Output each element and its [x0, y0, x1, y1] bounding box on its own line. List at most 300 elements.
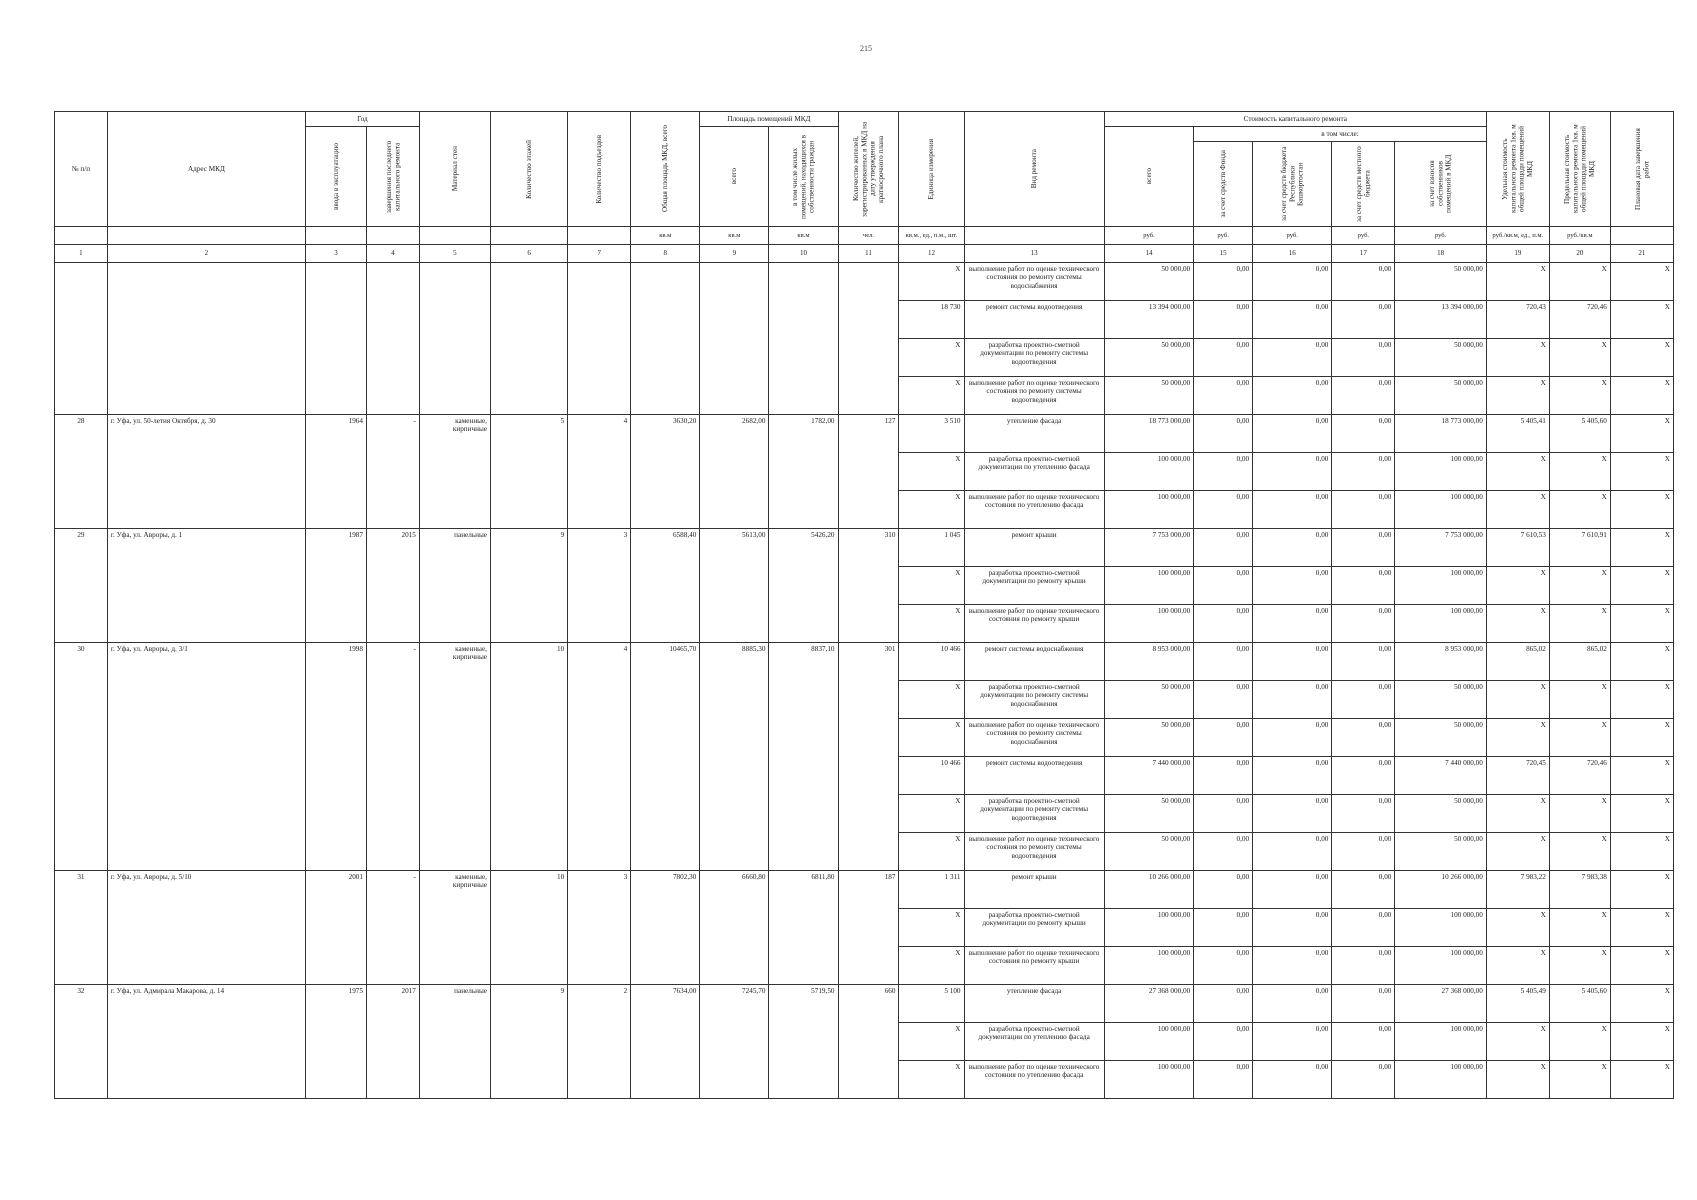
limit-cost: X [1549, 263, 1610, 301]
cost-fund: 0,00 [1194, 339, 1253, 377]
header-rb: за счет средств бюджета Республики Башкортостан [1253, 142, 1332, 227]
specific-cost: X [1486, 681, 1549, 719]
cost-owners: 50 000,00 [1395, 263, 1486, 301]
repair-plan-table-container [54, 111, 1674, 1099]
column-number-cell: 4 [366, 245, 419, 263]
cost-local: 0,00 [1332, 605, 1395, 643]
cost-owners: 10 266 000,00 [1395, 871, 1486, 909]
cost-local: 0,00 [1332, 795, 1395, 833]
cost-total: 50 000,00 [1104, 681, 1193, 719]
residential-area: 8837,10 [769, 643, 838, 871]
cost-rb: 0,00 [1253, 833, 1332, 871]
planned-date: X [1610, 491, 1673, 529]
total-area: 3630,20 [631, 415, 700, 529]
unit-value: 10 466 [899, 643, 964, 681]
specific-cost: X [1486, 605, 1549, 643]
unit-value: X [899, 719, 964, 757]
column-number-cell: 19 [1486, 245, 1549, 263]
planned-date: X [1610, 719, 1673, 757]
unit-value: X [899, 681, 964, 719]
continuation-cell [490, 263, 567, 415]
column-number-cell: 12 [899, 245, 964, 263]
cost-local: 0,00 [1332, 377, 1395, 415]
cost-rb: 0,00 [1253, 301, 1332, 339]
column-number-cell: 2 [107, 245, 305, 263]
specific-cost: 5 405,41 [1486, 415, 1549, 453]
header-cost-group: Стоимость капитального ремонта [1104, 112, 1486, 127]
column-number-cell: 7 [568, 245, 631, 263]
unit-cell [490, 227, 567, 245]
header-residents: Количество жителей, зарегистрированных в МКД на дату утверждения краткосрочного плана [838, 112, 899, 227]
total-area: 7634,00 [631, 985, 700, 1099]
work-type: ремонт системы водоотведения [964, 757, 1104, 795]
specific-cost: 720,43 [1486, 301, 1549, 339]
cost-fund: 0,00 [1194, 985, 1253, 1023]
cost-owners: 100 000,00 [1395, 567, 1486, 605]
wall-material: каменные, кирпичные [419, 643, 490, 871]
work-type: разработка проектно-сметной документации по утеплению фасада [964, 453, 1104, 491]
cost-local: 0,00 [1332, 491, 1395, 529]
cost-total: 100 000,00 [1104, 909, 1193, 947]
building-address: г. Уфа, ул. Авроры, д. 1 [107, 529, 305, 643]
limit-cost: X [1549, 1061, 1610, 1099]
cost-owners: 50 000,00 [1395, 377, 1486, 415]
cost-fund: 0,00 [1194, 377, 1253, 415]
header-area-group: Площадь помещений МКД [700, 112, 838, 127]
limit-cost: X [1549, 719, 1610, 757]
unit-value: X [899, 947, 964, 985]
planned-date: X [1610, 643, 1673, 681]
unit-cell: руб. [1253, 227, 1332, 245]
cost-total: 100 000,00 [1104, 1061, 1193, 1099]
cost-local: 0,00 [1332, 415, 1395, 453]
building-address: г. Уфа, ул. Авроры, д. 5/10 [107, 871, 305, 985]
cost-rb: 0,00 [1253, 871, 1332, 909]
specific-cost: 7 983,22 [1486, 871, 1549, 909]
unit-value: X [899, 491, 964, 529]
header-floors: Количество этажей [490, 112, 567, 227]
cost-total: 100 000,00 [1104, 605, 1193, 643]
unit-value: X [899, 909, 964, 947]
cost-fund: 0,00 [1194, 1023, 1253, 1061]
cost-rb: 0,00 [1253, 1023, 1332, 1061]
cost-fund: 0,00 [1194, 719, 1253, 757]
planned-date: X [1610, 605, 1673, 643]
cost-fund: 0,00 [1194, 567, 1253, 605]
header-incl-group: в том числе: [1194, 127, 1487, 142]
year-built: 1975 [306, 985, 367, 1099]
cost-total: 7 753 000,00 [1104, 529, 1193, 567]
limit-cost: X [1549, 377, 1610, 415]
cost-owners: 13 394 000,00 [1395, 301, 1486, 339]
cost-local: 0,00 [1332, 643, 1395, 681]
unit-cell [419, 227, 490, 245]
entrances-count: 3 [568, 871, 631, 985]
unit-cell: руб. [1332, 227, 1395, 245]
year-last-repair: - [366, 415, 419, 529]
cost-total: 50 000,00 [1104, 263, 1193, 301]
page-number: 215 [860, 44, 872, 53]
cost-owners: 18 773 000,00 [1395, 415, 1486, 453]
unit-value: X [899, 377, 964, 415]
cost-total: 100 000,00 [1104, 491, 1193, 529]
column-number-cell: 1 [55, 245, 108, 263]
specific-cost: X [1486, 719, 1549, 757]
year-built: 1987 [306, 529, 367, 643]
cost-owners: 100 000,00 [1395, 491, 1486, 529]
planned-date: X [1610, 263, 1673, 301]
column-number-cell: 3 [306, 245, 367, 263]
specific-cost: 7 610,53 [1486, 529, 1549, 567]
limit-cost: X [1549, 1023, 1610, 1061]
floors-count: 10 [490, 643, 567, 871]
limit-cost: 7 983,38 [1549, 871, 1610, 909]
entrances-count: 4 [568, 643, 631, 871]
limit-cost: X [1549, 681, 1610, 719]
cost-fund: 0,00 [1194, 415, 1253, 453]
year-built: 1964 [306, 415, 367, 529]
planned-date: X [1610, 1061, 1673, 1099]
planned-date: X [1610, 833, 1673, 871]
table-row [55, 529, 1674, 567]
year-last-repair: - [366, 643, 419, 871]
cost-local: 0,00 [1332, 909, 1395, 947]
cost-local: 0,00 [1332, 985, 1395, 1023]
cost-rb: 0,00 [1253, 1061, 1332, 1099]
specific-cost: X [1486, 491, 1549, 529]
specific-cost: X [1486, 339, 1549, 377]
residential-area: 5719,50 [769, 985, 838, 1099]
cost-total: 18 773 000,00 [1104, 415, 1193, 453]
column-number-cell: 11 [838, 245, 899, 263]
continuation-cell [419, 263, 490, 415]
specific-cost: 720,45 [1486, 757, 1549, 795]
floors-count: 9 [490, 985, 567, 1099]
cost-rb: 0,00 [1253, 529, 1332, 567]
cost-fund: 0,00 [1194, 1061, 1253, 1099]
unit-value: 3 510 [899, 415, 964, 453]
unit-value: 1 311 [899, 871, 964, 909]
year-built: 1998 [306, 643, 367, 871]
unit-cell: руб. [1395, 227, 1486, 245]
cost-total: 50 000,00 [1104, 719, 1193, 757]
wall-material: каменные, кирпичные [419, 415, 490, 529]
unit-cell: чел. [838, 227, 899, 245]
row-number: 32 [55, 985, 108, 1099]
total-area: 10465,70 [631, 643, 700, 871]
unit-cell: кв.м [631, 227, 700, 245]
premises-area: 6660,80 [700, 871, 769, 985]
work-type: утепление фасада [964, 415, 1104, 453]
cost-total: 50 000,00 [1104, 795, 1193, 833]
cost-rb: 0,00 [1253, 795, 1332, 833]
unit-cell: руб. [1104, 227, 1193, 245]
row-number: 31 [55, 871, 108, 985]
row-number: 29 [55, 529, 108, 643]
planned-date: X [1610, 909, 1673, 947]
limit-cost: X [1549, 567, 1610, 605]
cost-rb: 0,00 [1253, 377, 1332, 415]
planned-date: X [1610, 377, 1673, 415]
work-type: ремонт крыши [964, 871, 1104, 909]
unit-value: X [899, 339, 964, 377]
header-total-area: Общая площадь МКД, всего [631, 112, 700, 227]
cost-owners: 100 000,00 [1395, 947, 1486, 985]
wall-material: каменные, кирпичные [419, 871, 490, 985]
work-type: выполнение работ по оценке технического состояния по ремонту системы водоотведения [964, 377, 1104, 415]
column-number-cell: 18 [1395, 245, 1486, 263]
specific-cost: X [1486, 263, 1549, 301]
premises-area: 5613,00 [700, 529, 769, 643]
column-number-cell: 6 [490, 245, 567, 263]
specific-cost: X [1486, 833, 1549, 871]
continuation-cell [366, 263, 419, 415]
unit-value: X [899, 833, 964, 871]
specific-cost: X [1486, 1061, 1549, 1099]
column-number-cell: 14 [1104, 245, 1193, 263]
residential-area: 5426,20 [769, 529, 838, 643]
cost-local: 0,00 [1332, 757, 1395, 795]
continuation-cell [568, 263, 631, 415]
unit-cell: руб./кв.м [1549, 227, 1610, 245]
cost-owners: 7 753 000,00 [1395, 529, 1486, 567]
limit-cost: X [1549, 909, 1610, 947]
limit-cost: 865,02 [1549, 643, 1610, 681]
continuation-cell [306, 263, 367, 415]
cost-rb: 0,00 [1253, 339, 1332, 377]
limit-cost: X [1549, 947, 1610, 985]
work-type: выполнение работ по оценке технического состояния по ремонту крыши [964, 947, 1104, 985]
entrances-count: 4 [568, 415, 631, 529]
specific-cost: 5 405,49 [1486, 985, 1549, 1023]
unit-cell [107, 227, 305, 245]
cost-total: 100 000,00 [1104, 453, 1193, 491]
planned-date: X [1610, 415, 1673, 453]
cost-local: 0,00 [1332, 1061, 1395, 1099]
work-type: выполнение работ по оценке технического состояния по ремонту крыши [964, 605, 1104, 643]
work-type: ремонт системы водоотведения [964, 301, 1104, 339]
unit-value: X [899, 1023, 964, 1061]
planned-date: X [1610, 529, 1673, 567]
work-type: разработка проектно-сметной документации по ремонту системы водоотведения [964, 795, 1104, 833]
cost-owners: 27 368 000,00 [1395, 985, 1486, 1023]
limit-cost: X [1549, 453, 1610, 491]
cost-fund: 0,00 [1194, 453, 1253, 491]
premises-area: 8885,30 [700, 643, 769, 871]
unit-value: X [899, 795, 964, 833]
unit-cell: кв.м [700, 227, 769, 245]
cost-owners: 100 000,00 [1395, 453, 1486, 491]
cost-fund: 0,00 [1194, 871, 1253, 909]
entrances-count: 3 [568, 529, 631, 643]
cost-total: 50 000,00 [1104, 833, 1193, 871]
header-fund: за счет средств Фонда [1194, 142, 1253, 227]
cost-owners: 50 000,00 [1395, 681, 1486, 719]
residents-count: 187 [838, 871, 899, 985]
planned-date: X [1610, 947, 1673, 985]
cost-fund: 0,00 [1194, 529, 1253, 567]
cost-local: 0,00 [1332, 453, 1395, 491]
year-last-repair: 2017 [366, 985, 419, 1099]
building-address: г. Уфа, ул. Адмирала Макарова, д. 14 [107, 985, 305, 1099]
cost-total: 27 368 000,00 [1104, 985, 1193, 1023]
specific-cost: X [1486, 453, 1549, 491]
cost-fund: 0,00 [1194, 263, 1253, 301]
limit-cost: X [1549, 605, 1610, 643]
unit-cell [1610, 227, 1673, 245]
cost-fund: 0,00 [1194, 947, 1253, 985]
cost-fund: 0,00 [1194, 301, 1253, 339]
specific-cost: X [1486, 947, 1549, 985]
cost-owners: 7 440 000,00 [1395, 757, 1486, 795]
floors-count: 9 [490, 529, 567, 643]
planned-date: X [1610, 681, 1673, 719]
header-address: Адрес МКД [107, 112, 305, 227]
limit-cost: 720,46 [1549, 301, 1610, 339]
header-area-res: в том числе жилых помещений, находящихся в собственности граждан [769, 127, 838, 227]
wall-material: панельные [419, 985, 490, 1099]
residential-area: 1782,00 [769, 415, 838, 529]
cost-fund: 0,00 [1194, 795, 1253, 833]
cost-total: 100 000,00 [1104, 1023, 1193, 1061]
cost-rb: 0,00 [1253, 263, 1332, 301]
specific-cost: 865,02 [1486, 643, 1549, 681]
work-type: разработка проектно-сметной документации по ремонту системы водоотведения [964, 339, 1104, 377]
cost-local: 0,00 [1332, 529, 1395, 567]
cost-rb: 0,00 [1253, 909, 1332, 947]
unit-value: X [899, 605, 964, 643]
cost-local: 0,00 [1332, 833, 1395, 871]
continuation-cell [700, 263, 769, 415]
column-numbers-row [55, 245, 1674, 263]
cost-local: 0,00 [1332, 947, 1395, 985]
year-built: 2001 [306, 871, 367, 985]
cost-rb: 0,00 [1253, 491, 1332, 529]
cost-local: 0,00 [1332, 263, 1395, 301]
cost-local: 0,00 [1332, 871, 1395, 909]
cost-total: 50 000,00 [1104, 377, 1193, 415]
work-type: разработка проектно-сметной документации по ремонту крыши [964, 909, 1104, 947]
repair-plan-table [54, 111, 1674, 1099]
work-type: разработка проектно-сметной документации по ремонту крыши [964, 567, 1104, 605]
cost-rb: 0,00 [1253, 719, 1332, 757]
cost-fund: 0,00 [1194, 909, 1253, 947]
cost-fund: 0,00 [1194, 833, 1253, 871]
floors-count: 10 [490, 871, 567, 985]
column-number-cell: 16 [1253, 245, 1332, 263]
wall-material: панельные [419, 529, 490, 643]
table-row [55, 985, 1674, 1023]
header-work-type: Вид ремонта [964, 112, 1104, 227]
continuation-cell [631, 263, 700, 415]
column-number-cell: 10 [769, 245, 838, 263]
header-material: Материал стен [419, 112, 490, 227]
limit-cost: X [1549, 833, 1610, 871]
unit-value: X [899, 263, 964, 301]
work-type: выполнение работ по оценке технического состояния по ремонту системы водоснабжения [964, 263, 1104, 301]
cost-owners: 50 000,00 [1395, 833, 1486, 871]
floors-count: 5 [490, 415, 567, 529]
planned-date: X [1610, 757, 1673, 795]
unit-value: X [899, 567, 964, 605]
residents-count: 310 [838, 529, 899, 643]
cost-owners: 50 000,00 [1395, 339, 1486, 377]
row-number: 30 [55, 643, 108, 871]
unit-value: 1 045 [899, 529, 964, 567]
cost-total: 8 953 000,00 [1104, 643, 1193, 681]
cost-total: 7 440 000,00 [1104, 757, 1193, 795]
cost-fund: 0,00 [1194, 491, 1253, 529]
cost-total: 100 000,00 [1104, 567, 1193, 605]
cost-owners: 100 000,00 [1395, 909, 1486, 947]
limit-cost: 5 405,60 [1549, 985, 1610, 1023]
limit-cost: 5 405,60 [1549, 415, 1610, 453]
unit-cell: руб./кв.м, ед., п.м. [1486, 227, 1549, 245]
building-address: г. Уфа, ул. Авроры, д. 3/1 [107, 643, 305, 871]
column-number-cell: 15 [1194, 245, 1253, 263]
unit-cell [366, 227, 419, 245]
unit-cell: руб. [1194, 227, 1253, 245]
total-area: 7802,30 [631, 871, 700, 985]
planned-date: X [1610, 301, 1673, 339]
cost-rb: 0,00 [1253, 947, 1332, 985]
header-year-repair: завершения последнего капитального ремонта [366, 127, 419, 227]
year-last-repair: - [366, 871, 419, 985]
cost-total: 100 000,00 [1104, 947, 1193, 985]
limit-cost: X [1549, 795, 1610, 833]
unit-cell [55, 227, 108, 245]
work-type: выполнение работ по оценке технического состояния по ремонту системы водоотведения [964, 833, 1104, 871]
work-type: разработка проектно-сметной документации по ремонту системы водоснабжения [964, 681, 1104, 719]
work-type: разработка проектно-сметной документации по утеплению фасада [964, 1023, 1104, 1061]
specific-cost: X [1486, 795, 1549, 833]
specific-cost: X [1486, 909, 1549, 947]
continuation-cell [769, 263, 838, 415]
unit-cell [568, 227, 631, 245]
cost-rb: 0,00 [1253, 415, 1332, 453]
table-header [55, 112, 1674, 263]
column-number-cell: 13 [964, 245, 1104, 263]
work-type: ремонт крыши [964, 529, 1104, 567]
cost-total: 50 000,00 [1104, 339, 1193, 377]
unit-value: 18 730 [899, 301, 964, 339]
cost-owners: 100 000,00 [1395, 1061, 1486, 1099]
entrances-count: 2 [568, 985, 631, 1099]
table-row [55, 263, 1674, 301]
table-row [55, 643, 1674, 681]
cost-local: 0,00 [1332, 567, 1395, 605]
header-area-all: всего [700, 127, 769, 227]
premises-area: 7245,70 [700, 985, 769, 1099]
header-year-built: ввода в эксплуатацию [306, 127, 367, 227]
specific-cost: X [1486, 377, 1549, 415]
limit-cost: X [1549, 491, 1610, 529]
cost-fund: 0,00 [1194, 643, 1253, 681]
cost-fund: 0,00 [1194, 605, 1253, 643]
cost-total: 10 266 000,00 [1104, 871, 1193, 909]
residents-count: 660 [838, 985, 899, 1099]
cost-local: 0,00 [1332, 681, 1395, 719]
work-type: выполнение работ по оценке технического состояния по утеплению фасада [964, 491, 1104, 529]
cost-total: 13 394 000,00 [1104, 301, 1193, 339]
cost-owners: 8 953 000,00 [1395, 643, 1486, 681]
unit-cell [964, 227, 1104, 245]
planned-date: X [1610, 795, 1673, 833]
column-number-cell: 9 [700, 245, 769, 263]
cost-rb: 0,00 [1253, 605, 1332, 643]
cost-owners: 100 000,00 [1395, 1023, 1486, 1061]
header-num: № п/п [55, 112, 108, 227]
